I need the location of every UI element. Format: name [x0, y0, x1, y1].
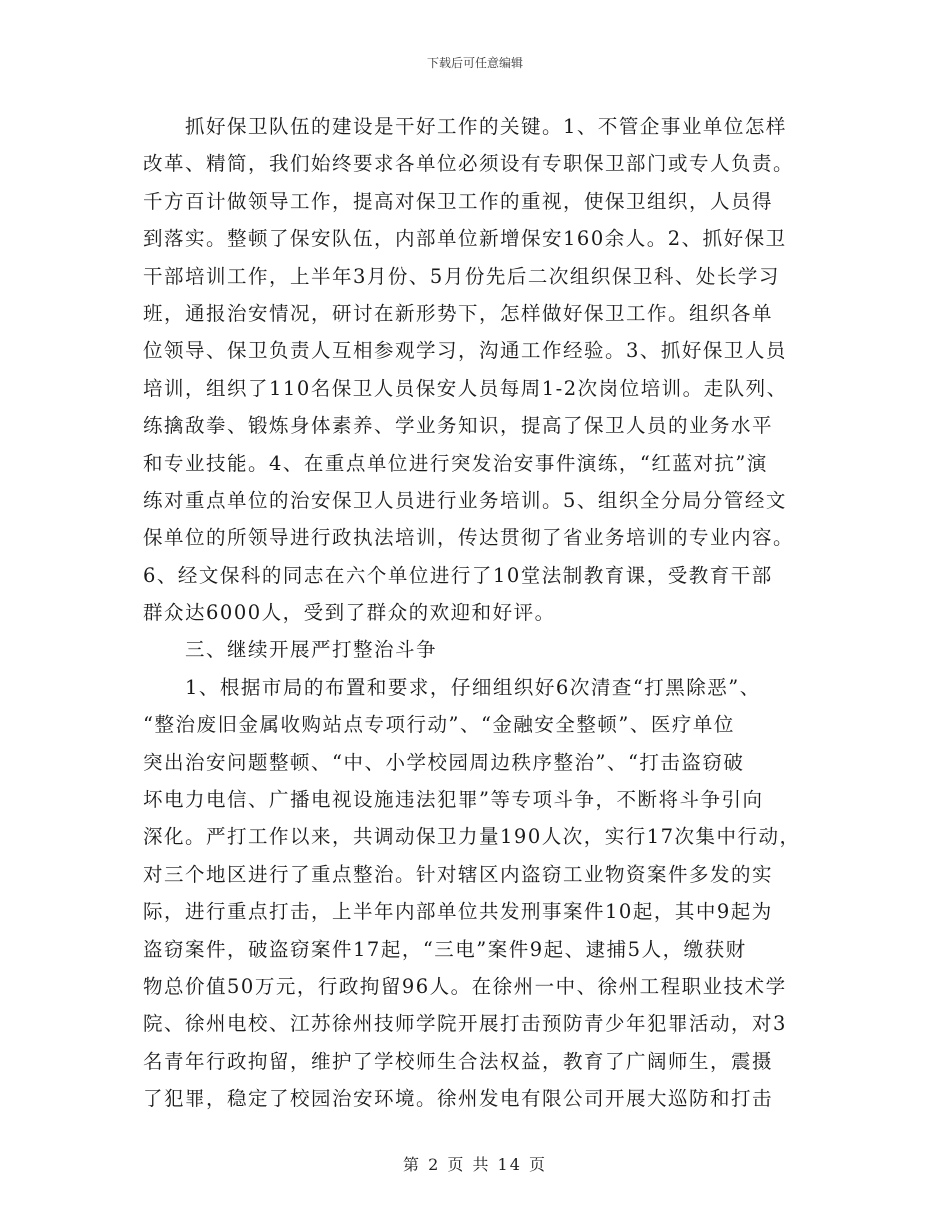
text-line: 物总价值50万元，行政拘留96人。在徐州一中、徐州工程职业技术学: [143, 974, 787, 998]
page-footer: 第 2 页 共 14 页: [403, 1155, 547, 1174]
text-line: 班，通报治安情况，研讨在新形势下，怎样做好保卫工作。组织各单: [143, 301, 774, 325]
document-body: [143, 108, 807, 1118]
text-line: 坏电力电信、广播电视设施违法犯罪”等专项斗争，不断将斗争引向: [143, 788, 764, 812]
text-line: 干部培训工作，上半年3月份、5月份先后二次组织保卫科、处长学习: [143, 264, 780, 288]
text-line: 际，进行重点打击，上半年内部单位共发刑事案件10起，其中9起为: [143, 900, 773, 924]
text-line: 盗窃案件，破盗窃案件17起，“三电”案件9起、逮捕5人，缴获财: [143, 937, 747, 961]
text-line: 培训，组织了110名保卫人员保安人员每周1-2次岗位培训。走队列、: [143, 376, 788, 400]
section-heading: 三、继续开展严打整治斗争: [185, 638, 438, 662]
page-header: 下载后可任意编辑: [426, 56, 523, 70]
text-line: 到落实。整顿了保安队伍，内部单位新增保安160余人。2、抓好保卫: [143, 227, 787, 251]
text-line: 1、根据市局的布置和要求，仔细组织好6次清查“打黑除恶”、: [185, 675, 761, 699]
text-line: 和专业技能。4、在重点单位进行突发治安事件演练，“红蓝对抗”演: [143, 451, 768, 475]
text-line: 院、徐州电校、江苏徐州技师学院开展打击预防青少年犯罪活动，对3: [143, 1012, 787, 1036]
text-line: 抓好保卫队伍的建设是干好工作的关键。1、不管企事业单位怎样: [185, 115, 787, 138]
text-line: 名青年行政拘留，维护了学校师生合法权益，教育了广阔师生，震摄: [143, 1049, 774, 1073]
text-line: “整治废旧金属收购站点专项行动”、“金融安全整顿”、医疗单位: [143, 713, 735, 737]
text-line: 深化。严打工作以来，共调动保卫力量190人次，实行17次集中行动，: [143, 825, 801, 849]
text-line: 群众达6000人，受到了群众的欢迎和好评。: [143, 601, 556, 625]
text-line: 改革、精简，我们始终要求各单位必须设有专职保卫部门或专人负责。: [143, 152, 795, 176]
text-line: 了犯罪，稳定了校园治安环境。徐州发电有限公司开展大巡防和打击: [143, 1087, 774, 1111]
text-line: 位领导、保卫负责人互相参观学习，沟通工作经验。3、抓好保卫人员: [143, 339, 787, 363]
text-line: 千方百计做领导工作，提高对保卫工作的重视，使保卫组织，人员得: [143, 189, 774, 213]
text-line: 保单位的所领导进行政执法培训，传达贯彻了省业务培训的专业内容。: [143, 526, 795, 550]
text-line: 练对重点单位的治安保卫人员进行业务培训。5、组织全分局分管经文: [143, 488, 787, 512]
text-line: 6、经文保科的同志在六个单位进行了10堂法制教育课，受教育干部: [143, 563, 773, 587]
text-line: 突出治安问题整顿、“中、小学校园周边秩序整治”、“打击盗窃破: [143, 750, 745, 774]
text-line: 对三个地区进行了重点整治。针对辖区内盗窃工业物资案件多发的实: [143, 862, 774, 886]
text-line: 练擒敌拳、锻炼身体素养、学业务知识，提高了保卫人员的业务水平: [143, 414, 774, 438]
